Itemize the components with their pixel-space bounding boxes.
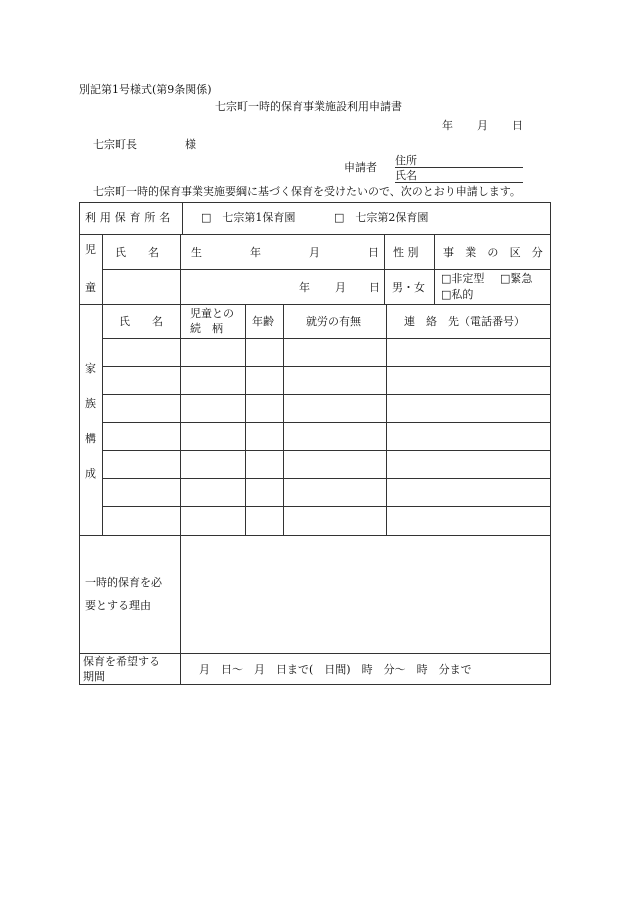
date-month-label: 月 (477, 119, 488, 132)
birth-header-year: 年 (250, 246, 261, 259)
reason-label-2: 要とする理由 (85, 599, 151, 612)
sex-value[interactable]: 男・女 (392, 281, 425, 294)
category-header: 事 業 の 区 分 (443, 246, 547, 259)
facility-option-1[interactable]: □ 七宗第1保育園 (201, 211, 296, 224)
birth-day-label: 日 (369, 281, 380, 294)
sex-header: 性 別 (393, 246, 419, 259)
period-label-1: 保育を希望する (83, 655, 160, 668)
family-label-1: 家 (85, 362, 96, 375)
category-option-irregular[interactable]: □非定型 (441, 272, 485, 285)
birth-header-month: 月 (309, 246, 320, 259)
name-label: 氏名 (395, 169, 417, 182)
address-line[interactable] (395, 167, 523, 168)
child-label-bottom: 童 (85, 281, 96, 294)
employment-header: 就労の有無 (306, 315, 361, 328)
period-text: 月 日～ 月 日まで( 日間) 時 分～ 時 分まで (199, 663, 472, 676)
birth-header-birth: 生 (191, 246, 202, 259)
family-label-2: 族 (85, 397, 96, 410)
reason-label-1: 一時的保育を必 (85, 576, 162, 589)
form-reference: 別記第1号様式(第9条関係) (79, 83, 212, 96)
relation-header-1: 児童との (190, 307, 234, 320)
family-name-header: 氏 名 (119, 315, 163, 328)
intro-text: 七宗町一時的保育事業実施要綱に基づく保育を受けたいので、次のとおり申請します。 (93, 185, 521, 198)
applicant-name-line[interactable] (395, 182, 523, 183)
date-year-label: 年 (442, 119, 453, 132)
child-label-top: 児 (85, 243, 96, 256)
facility-label: 利用保育所名 (85, 211, 175, 224)
birth-header-day: 日 (368, 246, 379, 259)
family-label-4: 成 (85, 467, 96, 480)
birth-year-label: 年 (299, 281, 310, 294)
relation-header-2: 続 柄 (190, 322, 223, 335)
category-option-emergency[interactable]: □緊急 (500, 272, 533, 285)
birth-month-label: 月 (335, 281, 346, 294)
address-label: 住所 (395, 154, 417, 167)
date-day-label: 日 (512, 119, 523, 132)
contact-header: 連 絡 先（電話番号） (404, 315, 525, 328)
honorific: 様 (185, 138, 196, 151)
period-label-2: 期間 (83, 670, 105, 683)
applicant-label: 申請者 (344, 161, 377, 174)
category-option-private[interactable]: □私的 (441, 288, 474, 301)
age-header: 年齢 (252, 315, 274, 328)
facility-option-2[interactable]: □ 七宗第2保育園 (334, 211, 429, 224)
family-label-3: 構 (85, 432, 96, 445)
child-name-header: 氏 名 (115, 246, 159, 259)
form-title: 七宗町一時的保育事業施設利用申請書 (215, 100, 402, 113)
application-table (79, 202, 551, 685)
addressee: 七宗町長 (93, 138, 137, 151)
